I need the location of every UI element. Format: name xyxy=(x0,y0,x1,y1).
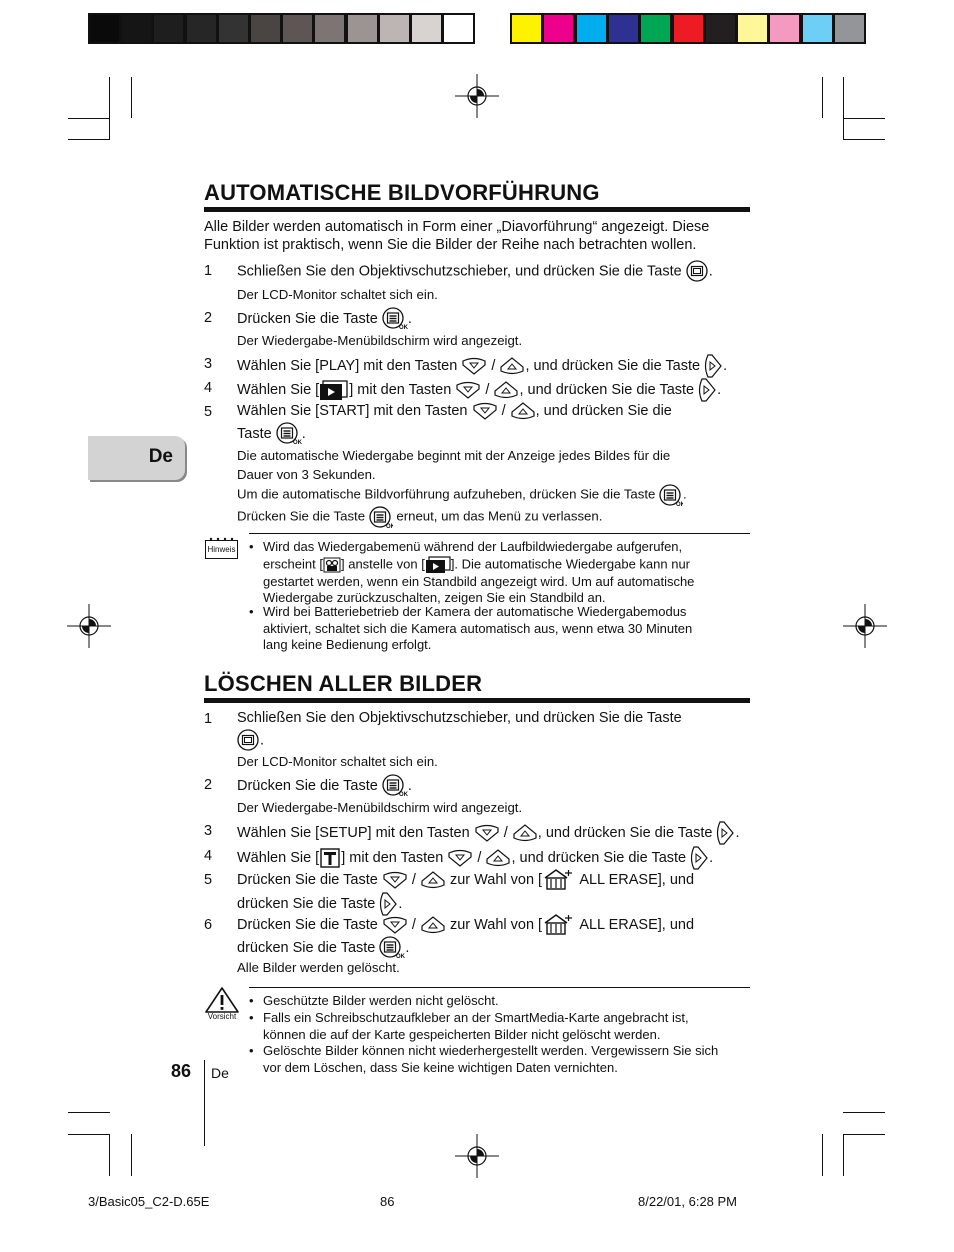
menu-ok-button-icon xyxy=(659,484,683,506)
color-swatch xyxy=(833,13,866,44)
gray-swatch xyxy=(249,13,282,44)
erase-all-icon xyxy=(542,914,576,936)
gray-swatch xyxy=(378,13,411,44)
step-text: Drücken Sie die Taste / zur Wahl von [ ALL ERASE], und drücken Sie die Taste . xyxy=(237,869,752,917)
footer-page: 86 xyxy=(380,1194,395,1209)
registration-mark-left xyxy=(67,604,111,648)
step-text: Wählen Sie [PLAY] mit den Tasten / , und drücken Sie die Taste . xyxy=(237,353,752,379)
erase-all-icon xyxy=(542,869,576,891)
slideshow-icon xyxy=(319,379,349,401)
arrow-right-button-icon xyxy=(698,377,717,403)
step-number: 3 xyxy=(204,823,213,839)
note-item: Wird das Wiedergabemenü während der Laufbildwiedergabe aufgerufen, erscheint [ ] anstelle von [ ]. Die automatische Wiedergabe kann nur gestartet werden, wenn ein Standbild angezeigt wird. Um auf automatische Wiedergabe zurückzuschalten, zeigen Sie ein Standbild an. xyxy=(263,539,695,605)
page-number: 86 xyxy=(171,1061,192,1081)
caution-icon-label: Vorsicht xyxy=(207,1012,237,1021)
gray-swatch xyxy=(185,13,218,44)
arrow-right-button-icon xyxy=(704,353,723,379)
color-swatch xyxy=(639,13,672,44)
caution-icon xyxy=(204,986,240,1022)
caution-item: Falls ein Schreibschutzaufkleber an der SmartMedia-Karte angebracht ist, können die auf der Karte gespeicherten Bilder nicht gelöscht werden. xyxy=(263,1010,689,1042)
arrow-up-button-icon xyxy=(420,916,446,935)
gray-swatch xyxy=(346,13,379,44)
section-title-erase-all: LÖSCHEN ALLER BILDER xyxy=(204,671,483,696)
menu-ok-button-icon xyxy=(276,422,302,446)
footer-filename: 3/Basic05_C2-D.65E xyxy=(88,1194,210,1209)
movie-playback-icon xyxy=(323,557,341,573)
caution-bullet: • xyxy=(249,1010,254,1025)
color-swatch xyxy=(607,13,640,44)
gray-swatch xyxy=(120,13,153,44)
arrow-down-button-icon xyxy=(455,381,481,400)
setup-icon xyxy=(319,847,341,869)
gray-swatch xyxy=(281,13,314,44)
step-number: 1 xyxy=(204,711,213,727)
monitor-button-icon xyxy=(686,260,709,283)
arrow-up-button-icon xyxy=(499,357,525,376)
step-result: Der Wiedergabe-Menübildschirm wird angezeigt. xyxy=(237,333,523,348)
step-result: Die automatische Wiedergabe beginnt mit der Anzeige jedes Bildes für die Dauer von 3 Sekunden. Um die automatische Bildvorführung aufzuheben, drücken Sie die Taste . Drücken Sie die Taste erneut, um das Menü zu verlassen. xyxy=(237,447,752,528)
arrow-down-button-icon xyxy=(474,824,500,843)
note-bullet: • xyxy=(249,604,254,619)
note-item: Wird bei Batteriebetrieb der Kamera der automatische Wiedergabemodus aktiviert, schaltet sich die Kamera automatisch aus, wenn etwa 30 Minuten lang keine Bedienung erfolgt. xyxy=(263,604,693,652)
step-text: Schließen Sie den Objektivschutzschieber, und drücken Sie die Taste . xyxy=(237,708,752,752)
step-result: Der LCD-Monitor schaltet sich ein. xyxy=(237,287,438,302)
step-text: Wählen Sie [START] mit den Tasten / , und drücken Sie die Taste . xyxy=(237,401,752,446)
color-swatch xyxy=(542,13,575,44)
gray-swatch xyxy=(217,13,250,44)
intro-line: Funktion ist praktisch, wenn Sie die Bilder der Reihe nach betrachten wollen. xyxy=(204,237,697,253)
color-swatch xyxy=(575,13,608,44)
color-swatch xyxy=(704,13,737,44)
gray-swatch xyxy=(313,13,346,44)
footer-date: 8/22/01, 6:28 PM xyxy=(638,1194,738,1209)
step-result: Der Wiedergabe-Menübildschirm wird angezeigt. xyxy=(237,800,523,815)
step-number: 3 xyxy=(204,356,213,372)
arrow-up-button-icon xyxy=(420,871,446,890)
step-number: 2 xyxy=(204,310,213,326)
language-tab-label: De xyxy=(148,446,173,467)
step-result: Der LCD-Monitor schaltet sich ein. xyxy=(237,754,438,769)
gray-swatch xyxy=(88,13,121,44)
step-text: Wählen Sie [ ] mit den Tasten / , und drücken Sie die Taste . xyxy=(237,377,752,403)
menu-ok-button-icon xyxy=(379,936,405,960)
arrow-down-button-icon xyxy=(382,871,408,890)
caution-bullet: • xyxy=(249,993,254,1008)
intro-line: Alle Bilder werden automatisch in Form einer „Diavorführung“ angezeigt. Diese xyxy=(204,219,710,235)
section-title-auto-slideshow: AUTOMATISCHE BILDVORFÜHRUNG xyxy=(204,180,600,205)
color-swatch xyxy=(672,13,705,44)
warning-icon xyxy=(204,986,240,1014)
step-number: 6 xyxy=(204,917,213,933)
step-text: Schließen Sie den Objektivschutzschieber, und drücken Sie die Taste . xyxy=(237,260,752,283)
color-swatch xyxy=(801,13,834,44)
monitor-button-icon xyxy=(237,729,260,752)
step-number: 5 xyxy=(204,404,213,420)
caution-rule xyxy=(249,987,750,988)
page-number-divider xyxy=(204,1060,205,1146)
slideshow-icon xyxy=(425,556,451,574)
caution-item: Geschützte Bilder werden nicht gelöscht. xyxy=(263,993,499,1008)
caution-bullet: • xyxy=(249,1043,254,1058)
arrow-down-button-icon xyxy=(382,916,408,935)
note-icon xyxy=(205,537,238,559)
gray-swatch xyxy=(410,13,443,44)
arrow-up-button-icon xyxy=(512,824,538,843)
step-text: Drücken Sie die Taste . xyxy=(237,774,752,798)
color-swatch xyxy=(768,13,801,44)
language-tab xyxy=(88,436,185,480)
intro-paragraph xyxy=(204,218,752,254)
step-number: 4 xyxy=(204,380,213,396)
section-rule xyxy=(204,698,750,703)
arrow-up-button-icon xyxy=(510,402,536,421)
color-swatch xyxy=(736,13,769,44)
arrow-right-button-icon xyxy=(690,845,709,871)
step-result: Alle Bilder werden gelöscht. xyxy=(237,960,400,975)
arrow-up-button-icon xyxy=(493,381,519,400)
registration-mark-top xyxy=(455,74,499,118)
note-icon-label: Hinweis xyxy=(207,545,236,554)
note-bullet: • xyxy=(249,539,254,554)
arrow-down-button-icon xyxy=(461,357,487,376)
step-number: 5 xyxy=(204,872,213,888)
registration-mark-right xyxy=(843,604,887,648)
arrow-right-button-icon xyxy=(716,820,735,846)
arrow-up-button-icon xyxy=(485,849,511,868)
arrow-down-button-icon xyxy=(472,402,498,421)
page-language: De xyxy=(211,1065,229,1081)
gray-swatch xyxy=(442,13,475,44)
note-rule xyxy=(249,533,750,534)
color-swatch xyxy=(510,13,543,44)
arrow-down-button-icon xyxy=(447,849,473,868)
registration-mark-bottom xyxy=(455,1134,499,1178)
gray-swatch xyxy=(152,13,185,44)
caution-item: Gelöschte Bilder können nicht wiederhergestellt werden. Vergewissern Sie sich vor dem Löschen, dass Sie keine wichtigen Daten vernichten. xyxy=(263,1043,719,1075)
step-text: Wählen Sie [SETUP] mit den Tasten / , und drücken Sie die Taste . xyxy=(237,820,752,846)
menu-ok-button-icon xyxy=(382,774,408,798)
step-number: 2 xyxy=(204,777,213,793)
step-text: Drücken Sie die Taste / zur Wahl von [ ALL ERASE], und drücken Sie die Taste . xyxy=(237,914,752,960)
menu-ok-button-icon xyxy=(382,307,408,331)
step-number: 1 xyxy=(204,263,213,279)
step-text: Drücken Sie die Taste . xyxy=(237,307,752,331)
section-rule xyxy=(204,207,750,212)
step-number: 4 xyxy=(204,848,213,864)
step-text: Wählen Sie [ ] mit den Tasten / , und drücken Sie die Taste . xyxy=(237,845,752,871)
menu-ok-button-icon xyxy=(369,506,393,528)
